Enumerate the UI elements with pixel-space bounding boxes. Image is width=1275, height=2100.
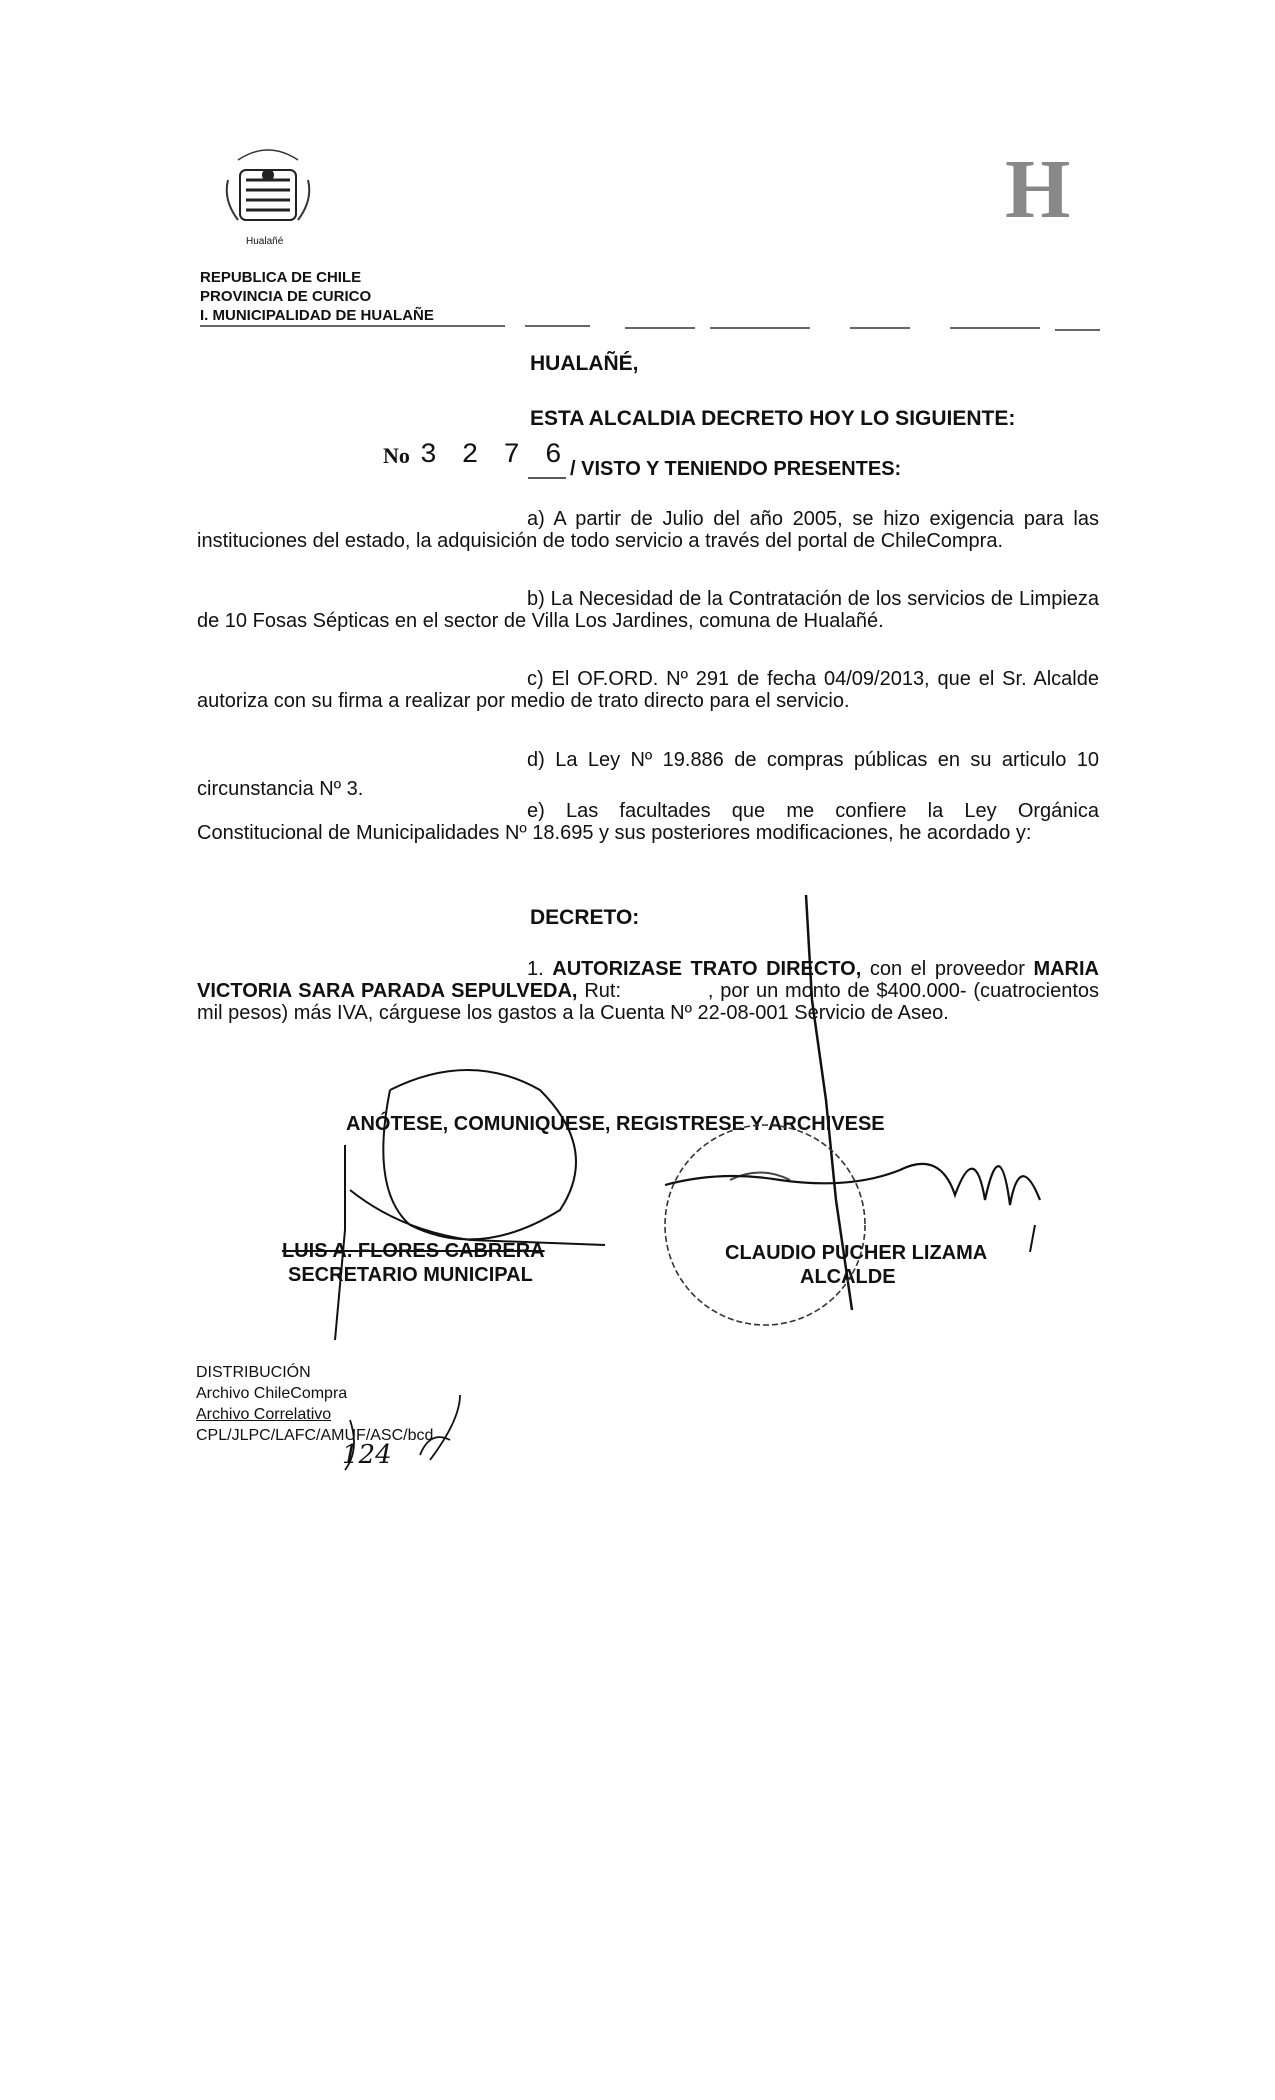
logo-caption: Hualañé [246, 236, 284, 247]
intro-line: ESTA ALCALDIA DECRETO HOY LO SIGUIENTE: [530, 407, 1016, 430]
distribution-item: Archivo Correlativo [196, 1406, 332, 1423]
consideration-text: La Ley Nº 19.886 de compras públicas en su articulo 10 circunstancia Nº 3. [197, 749, 1099, 800]
decree-heading: DECRETO: [530, 906, 640, 929]
resolution-lead: AUTORIZASE TRATO DIRECTO, [552, 958, 862, 980]
resolution-text-1: con el proveedor [869, 958, 1025, 980]
consideration-letter: d) [527, 749, 545, 771]
consideration-text: El OF.ORD. Nº 291 de fecha 04/09/2013, que el Sr. Alcalde autoriza con su firma a realizar por medio de trato directo para el servicio. [197, 668, 1099, 712]
archive-mark: H [1005, 143, 1071, 236]
distribution-item: Archivo ChileCompra [196, 1385, 348, 1402]
consideration-letter: e) [527, 800, 545, 822]
place: HUALAÑÉ, [530, 352, 639, 375]
consideration-text: A partir de Julio del año 2005, se hizo exigencia para las instituciones del estado, la adquisición de todo servicio a través del portal de ChileCompra. [197, 508, 1100, 552]
distribution-item: CPL/JLPC/LAFC/AMUF/ASC/bcd [196, 1427, 434, 1444]
distribution-heading: DISTRIBUCIÓN [196, 1364, 311, 1381]
header-country: REPUBLICA DE CHILE [200, 269, 362, 286]
resolution-text-3: , por un monto de $400.000- (cuatrocientos mil pesos) más IVA, cárguese los gastos a la Cuenta Nº 22-08-001 Servicio de Aseo. [197, 980, 1100, 1024]
consideration-text: La Necesidad de la Contratación de los servicios de Limpieza de 10 Fosas Sépticas en el sector de Villa Los Jardines, comuna de Hualañé. [197, 588, 1100, 632]
consideration-letter: b) [527, 588, 545, 610]
mayor-name: CLAUDIO PUCHER LIZAMA [725, 1242, 988, 1264]
secretary-title: SECRETARIO MUNICIPAL [288, 1264, 533, 1286]
decree-number: 3 2 7 6 [420, 440, 566, 471]
provider-name: MARIA VICTORIA SARA PARADA SEPULVEDA, [197, 958, 1099, 1002]
resolution-number: 1. [527, 958, 544, 980]
handwritten-number: 124 [342, 1440, 392, 1470]
consideration-text: Las facultades que me confiere la Ley Orgánica Constitucional de Municipalidades Nº 18.695 y sus posteriores modificaciones, he acordado y: [197, 800, 1099, 844]
secretary-name: LUIS A. FLORES CABRERA [282, 1240, 545, 1262]
consideration-letter: a) [527, 508, 545, 530]
decree-number-prefix: No [383, 443, 410, 468]
header-municipality: I. MUNICIPALIDAD DE HUALAÑE [200, 307, 434, 324]
header-province: PROVINCIA DE CURICO [200, 288, 372, 305]
resolution-text-2: Rut: [584, 980, 622, 1002]
consideration-letter: c) [527, 668, 544, 690]
mayor-title: ALCALDE [800, 1266, 896, 1288]
closing-line: ANÓTESE, COMUNIQUESE, REGISTRESE Y ARCHIVESE [346, 1113, 885, 1135]
decree-number-suffix: / VISTO Y TENIENDO PRESENTES: [570, 458, 902, 480]
